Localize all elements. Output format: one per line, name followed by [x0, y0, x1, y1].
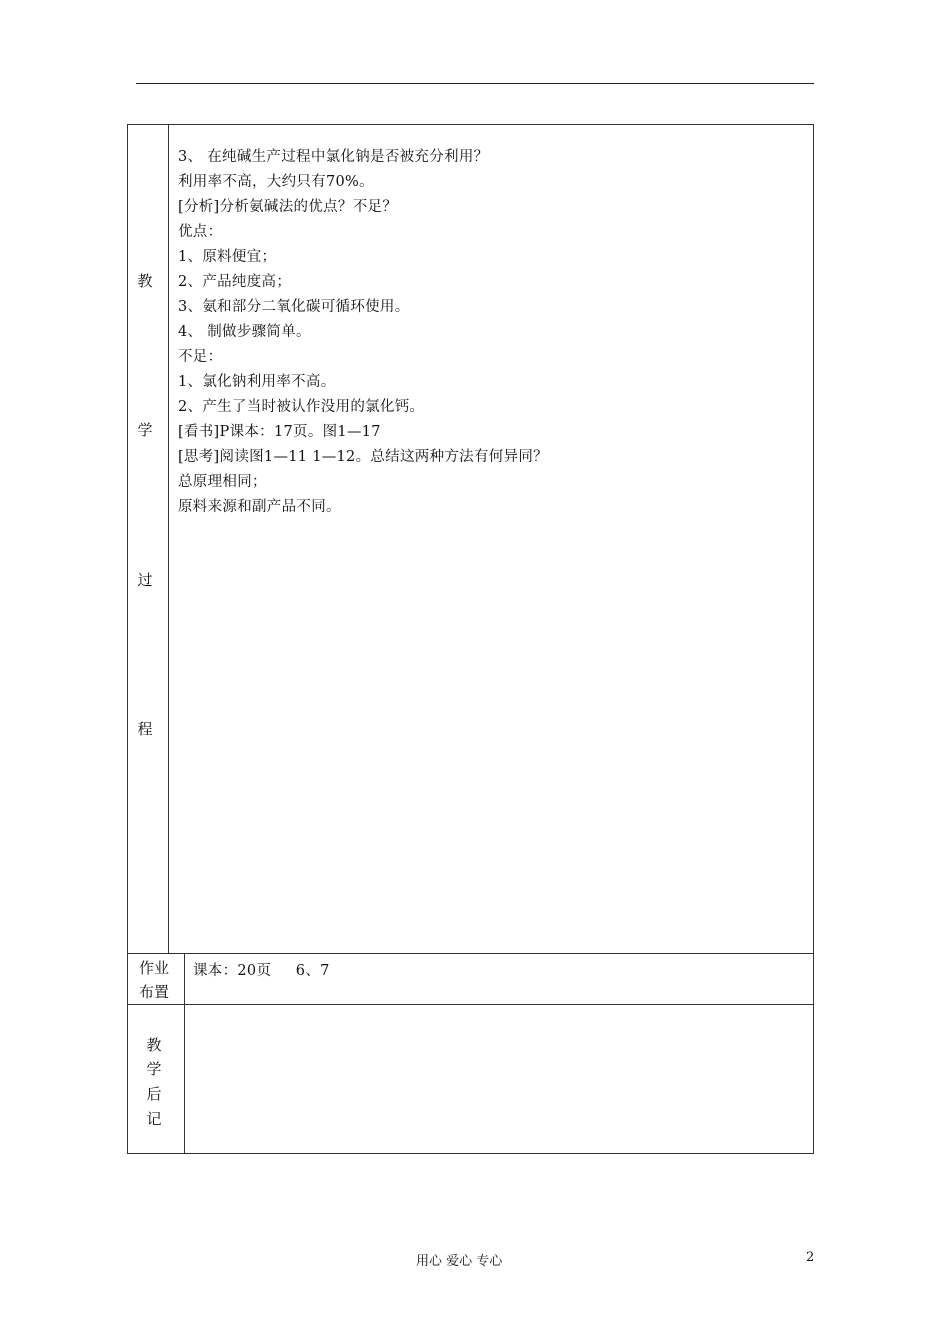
process-bottom-rule	[127, 953, 814, 954]
content-line: 利用率不高，大约只有70%。	[178, 174, 374, 190]
content-line: 1、原料便宜；	[178, 249, 277, 265]
content-line: 3、氨和部分二氧化碳可循环使用。	[178, 299, 410, 315]
process-label-char: 过	[137, 571, 153, 589]
content-line: 不足：	[178, 349, 223, 365]
content-line: 2、产生了当时被认作没用的氯化钙。	[178, 399, 425, 415]
reflection-label-char: 教	[146, 1036, 162, 1054]
content-line: 4、 制做步骤简单。	[178, 324, 311, 340]
process-divider	[168, 124, 169, 954]
content-line: 2、产品纯度高；	[178, 274, 292, 290]
homework-bottom-rule	[127, 1004, 814, 1005]
lower-divider	[184, 953, 185, 1154]
content-line: 3、 在纯碱生产过程中氯化钠是否被充分利用？	[178, 149, 489, 165]
reflection-label-char: 后	[146, 1085, 162, 1103]
reflection-label-char: 学	[146, 1060, 162, 1078]
page-number: 2	[806, 1250, 815, 1265]
content-line: 优点：	[178, 224, 223, 240]
footer-text: 用心 爱心 专心	[416, 1254, 503, 1269]
homework-label-line2: 布置	[138, 983, 169, 1001]
reflection-label-char: 记	[146, 1110, 162, 1128]
process-label-char: 教	[137, 272, 153, 290]
homework-content: 课本：20页 6、7	[193, 963, 330, 979]
content-line: 原料来源和副产品不同。	[178, 499, 341, 515]
process-label-char: 程	[137, 720, 153, 738]
content-line: [思考]阅读图1—11 1—12。总结这两种方法有何异同？	[178, 449, 548, 465]
homework-label-line1: 作业	[138, 959, 169, 977]
content-line: 1、氯化钠利用率不高。	[178, 374, 336, 390]
process-label-char: 学	[137, 421, 153, 439]
content-line: [分析]分析氨碱法的优点？不足？	[178, 199, 398, 215]
content-line: [看书]P课本：17页。图1—17	[178, 424, 381, 440]
header-rule	[136, 83, 814, 84]
content-line: 总原理相同；	[178, 474, 267, 490]
